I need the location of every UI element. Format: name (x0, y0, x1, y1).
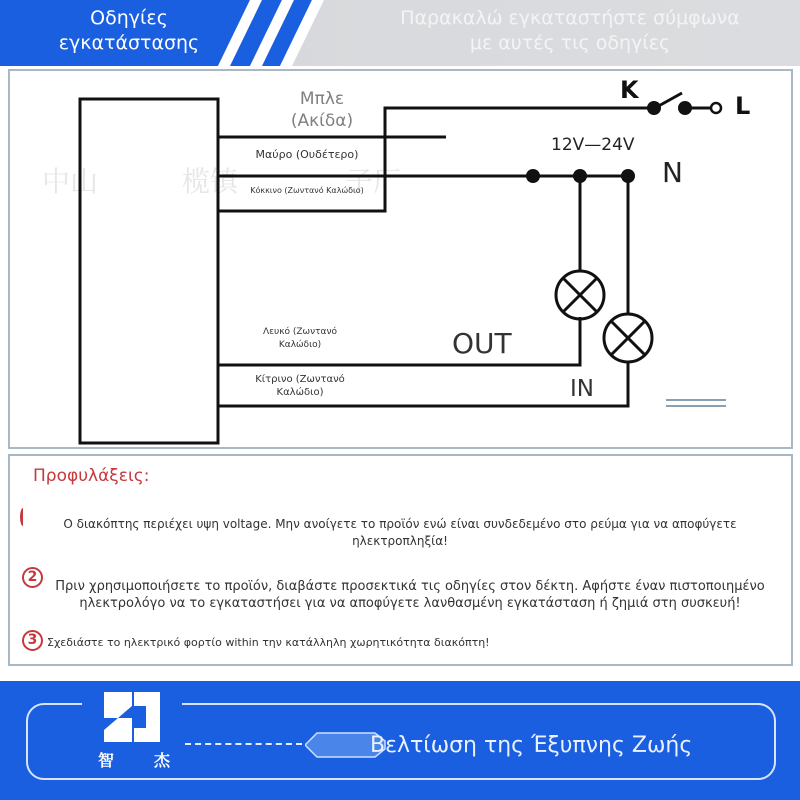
wire-label-blue (272, 88, 372, 132)
brand-char-2: 杰 (153, 751, 170, 770)
brand-logo-icon (102, 688, 162, 746)
title-line-2: εγκατάστασης (58, 32, 200, 54)
terminal-k-label: K (620, 76, 639, 104)
wire-label-blue-line2: (Ακίδα) (290, 111, 354, 131)
switch-module-box (80, 99, 218, 443)
wire-label-white-line1: Λευκό (Ζωντανό (262, 327, 338, 337)
watermark-text: 中山 (42, 165, 99, 198)
out-label: OUT (452, 327, 512, 360)
wire-label-yellow-line2: Καλώδιο) (276, 387, 324, 398)
terminal-n-label: N (662, 156, 683, 189)
brand-char-1: 智 (98, 751, 115, 770)
precaution-2-line2: ηλεκτρολόγο να το εγκαταστήσει για να αποφύγετε λανθασμένη εγκατάσταση ή ζημιά στη συσκευή! (79, 596, 741, 611)
number-badge-1 (20, 508, 26, 526)
wire-label-white (225, 326, 375, 352)
number-badge-2: 2 (22, 567, 43, 588)
precaution-1-line1: Ο διακόπτης περιέχει υψη voltage. Μην ανοίγετε το προϊόν ενώ είναι συνδεδεμένο στο ρεύμα για να αποφύγετε (63, 517, 737, 531)
wire-label-yellow (225, 373, 375, 399)
precaution-item-3: Σχεδιάστε το ηλεκτρικό φορτίο within την κατάλληλη χωρητικότητα διακόπτη! (47, 636, 490, 649)
voltage-label: 12V—24V (551, 135, 635, 155)
terminal-l-label: L (735, 92, 751, 120)
watermark-text: 子厂 (345, 165, 402, 198)
terminal-open-icon (711, 103, 721, 113)
precaution-item-2 (40, 578, 780, 612)
wire-label-black: Μαύρο (Ουδέτερο) (255, 148, 359, 161)
number-badge-3: 3 (22, 630, 43, 651)
precautions-title: Προφυλάξεις: (33, 466, 150, 486)
precaution-item-1 (40, 516, 760, 550)
in-label: IN (570, 376, 594, 402)
wire-label-yellow-line1: Κίτρινο (Ζωντανό (255, 374, 345, 385)
subtitle-line-2: με αυτές τις οδηγίες (469, 32, 671, 54)
brand-name (98, 748, 170, 771)
watermark-text: 榄镇 (182, 165, 239, 198)
wire-label-red: Κόκκινο (Ζωντανό Καλώδιο) (250, 186, 364, 195)
subtitle-line-1: Παρακαλώ εγκαταστήστε σύμφωνα (400, 7, 740, 29)
wire-label-blue-line1: Μπλε (299, 89, 345, 109)
precaution-2-line1: Πριν χρησιμοποιήσετε το προϊόν, διαβάστε προσεκτικά τις οδηγίες στον δέκτη. Αφήστε έναν πιστοποιημένο (55, 579, 765, 594)
precaution-1-line2: ηλεκτροπληξία! (352, 534, 448, 548)
slogan: Βελτίωση της Έξυπνης Ζωής (370, 733, 693, 758)
title-line-1: Οδηγίες (90, 7, 168, 29)
dashed-connector (185, 743, 302, 745)
wire-label-white-line2: Καλώδιο) (278, 340, 322, 350)
